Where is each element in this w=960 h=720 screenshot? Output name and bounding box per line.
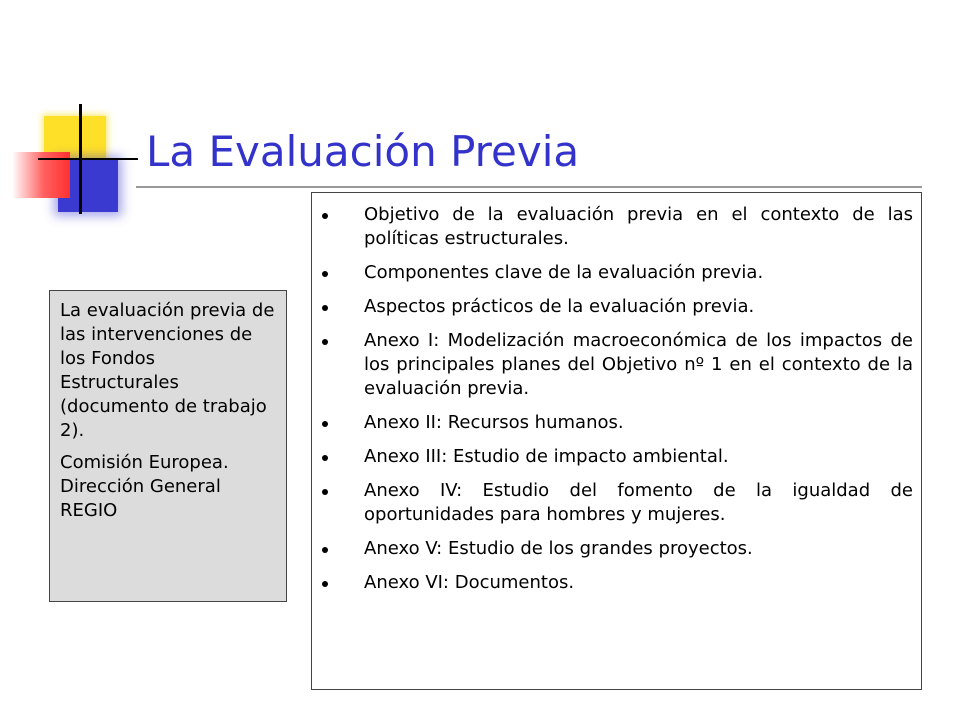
bullet-icon bbox=[322, 305, 328, 311]
list-item-text: Anexo II: Recursos humanos. bbox=[364, 412, 624, 433]
list-item-text: Anexo V: Estudio de los grandes proyectos. bbox=[364, 538, 753, 559]
list-item bbox=[320, 295, 913, 319]
list-item-text: Anexo I: Modelización macroeconómica de los impactos de los principales planes del Objetivo nº 1 en el contexto de la evaluación previa. bbox=[364, 330, 913, 399]
list-item-text: Anexo III: Estudio de impacto ambiental. bbox=[364, 446, 729, 467]
bullet-icon bbox=[322, 547, 328, 553]
bullet-icon bbox=[322, 455, 328, 461]
list-item bbox=[320, 537, 913, 561]
reference-document: La evaluación previa de las intervenciones de los Fondos Estructurales (documento de trabajo 2). bbox=[60, 300, 275, 441]
reference-box bbox=[49, 290, 287, 602]
bullet-icon bbox=[322, 421, 328, 427]
contents-box bbox=[311, 192, 922, 690]
reference-author: Comisión Europea. Dirección General REGIO bbox=[60, 452, 229, 521]
list-item bbox=[320, 571, 913, 595]
bullet-icon bbox=[322, 489, 328, 495]
bullet-icon bbox=[322, 339, 328, 345]
list-item bbox=[320, 479, 913, 527]
list-item bbox=[320, 329, 913, 401]
slide-title: La Evaluación Previa bbox=[146, 127, 580, 176]
contents-list bbox=[320, 203, 913, 595]
title-divider bbox=[136, 186, 922, 188]
list-item-text: Anexo IV: Estudio del fomento de la igualdad de oportunidades para hombres y mujeres. bbox=[364, 480, 913, 525]
bullet-icon bbox=[322, 271, 328, 277]
decor-horizontal-line bbox=[38, 158, 138, 160]
list-item bbox=[320, 445, 913, 469]
list-item-text: Componentes clave de la evaluación previa. bbox=[364, 262, 764, 283]
list-item-text: Aspectos prácticos de la evaluación previa. bbox=[364, 296, 755, 317]
list-item bbox=[320, 261, 913, 285]
bullet-icon bbox=[322, 581, 328, 587]
list-item-text: Anexo VI: Documentos. bbox=[364, 572, 575, 593]
bullet-icon bbox=[322, 213, 328, 219]
list-item-text: Objetivo de la evaluación previa en el contexto de las políticas estructurales. bbox=[364, 204, 913, 249]
list-item bbox=[320, 203, 913, 251]
list-item bbox=[320, 411, 913, 435]
